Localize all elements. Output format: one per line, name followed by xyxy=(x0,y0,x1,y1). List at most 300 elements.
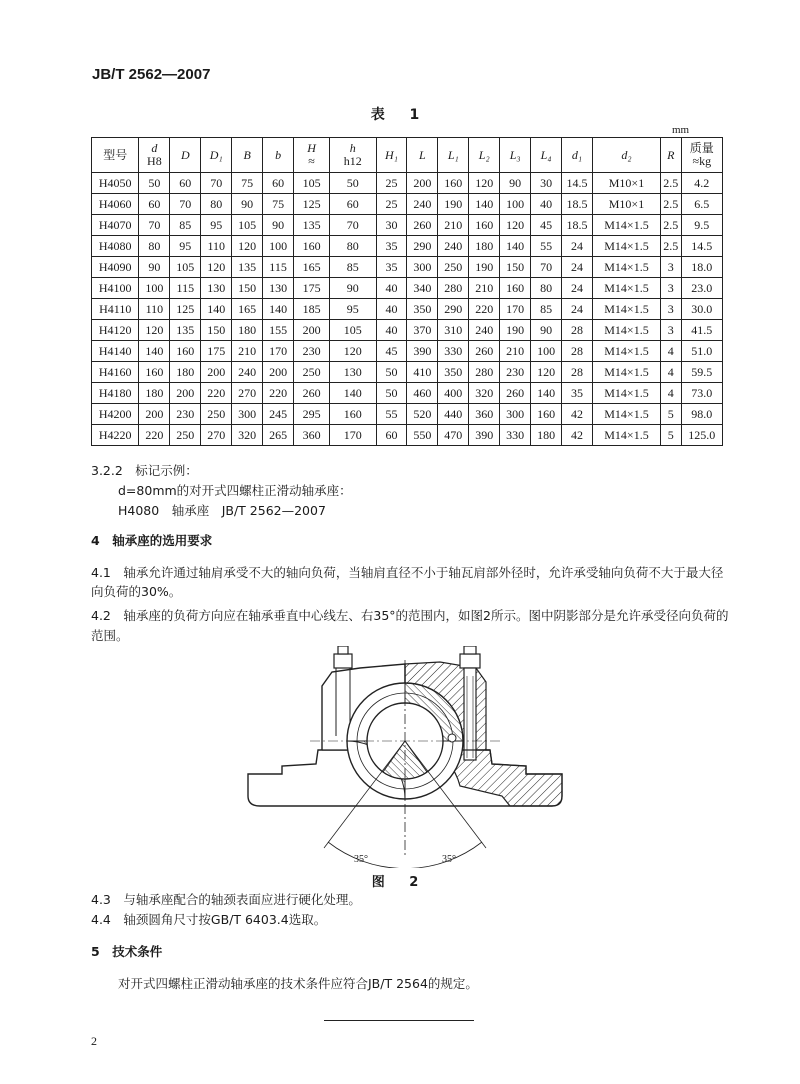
table-cell: 100 xyxy=(139,278,170,299)
table-cell: 30 xyxy=(531,173,562,194)
table-cell: 270 xyxy=(201,425,232,446)
table-cell: 25 xyxy=(376,173,407,194)
table-cell: 140 xyxy=(330,383,376,404)
page-number: 2 xyxy=(91,1034,97,1048)
table-cell: 85 xyxy=(170,215,201,236)
table-cell: 210 xyxy=(438,215,469,236)
table-cell: 24 xyxy=(562,278,593,299)
table-row xyxy=(92,278,723,299)
table-cell: 41.5 xyxy=(681,320,722,341)
table-cell: 98.0 xyxy=(681,404,722,425)
table-unit: mm xyxy=(672,124,690,136)
table-cell: 2.5 xyxy=(661,173,682,194)
table-cell: 105 xyxy=(170,257,201,278)
table-cell: 75 xyxy=(232,173,263,194)
table-cell: 4 xyxy=(661,341,682,362)
table-cell: 120 xyxy=(500,215,531,236)
table-cell: 120 xyxy=(201,257,232,278)
table-cell: 70 xyxy=(201,173,232,194)
table-cell: 240 xyxy=(469,320,500,341)
column-header xyxy=(294,138,330,173)
table-cell: 520 xyxy=(407,404,438,425)
column-header xyxy=(661,138,682,173)
table-cell: 6.5 xyxy=(681,194,722,215)
model-cell: H4090 xyxy=(92,257,139,278)
table-cell: 90 xyxy=(531,320,562,341)
table-cell: 28 xyxy=(562,341,593,362)
table-cell: 300 xyxy=(232,404,263,425)
table-cell: 200 xyxy=(201,362,232,383)
marking-example-line1: d=80mm的对开式四螺柱正滑动轴承座： xyxy=(118,483,352,498)
table-cell: 100 xyxy=(263,236,294,257)
column-header-main: d xyxy=(151,141,158,155)
table-cell: 250 xyxy=(201,404,232,425)
table-cell: 80 xyxy=(531,278,562,299)
column-header xyxy=(438,138,469,173)
table-cell: 400 xyxy=(438,383,469,404)
table-cell: M14×1.5 xyxy=(592,299,660,320)
table-cell: 170 xyxy=(500,299,531,320)
table-cell: 55 xyxy=(531,236,562,257)
table-cell: 24 xyxy=(562,299,593,320)
model-cell: H4160 xyxy=(92,362,139,383)
table-cell: 160 xyxy=(531,404,562,425)
table-cell: 135 xyxy=(294,215,330,236)
column-header xyxy=(376,138,407,173)
table-title: 表 1 xyxy=(370,107,430,123)
column-header-main: b xyxy=(275,147,282,162)
table-row xyxy=(92,215,723,236)
table-cell: 95 xyxy=(170,236,201,257)
column-header-main: L₃ xyxy=(509,147,521,162)
figure-2-caption: 图 2 xyxy=(371,875,429,890)
table-cell: 330 xyxy=(500,425,531,446)
table-row xyxy=(92,299,723,320)
clause-4-4: 4.4 轴颈圆角尺寸按GB/T 6403.4选取。 xyxy=(91,912,327,927)
table-cell: 5 xyxy=(661,404,682,425)
table-cell: M14×1.5 xyxy=(592,425,660,446)
table-cell: 175 xyxy=(294,278,330,299)
table-cell: 295 xyxy=(294,404,330,425)
table-cell: 230 xyxy=(170,404,201,425)
table-cell: 125.0 xyxy=(681,425,722,446)
section-5-heading: 5 技术条件 xyxy=(91,944,163,959)
table-cell: 240 xyxy=(232,362,263,383)
table-cell: 230 xyxy=(500,362,531,383)
column-header xyxy=(531,138,562,173)
table-cell: 60 xyxy=(170,173,201,194)
table-cell: 40 xyxy=(531,194,562,215)
table-cell: 45 xyxy=(376,341,407,362)
column-header-main: h xyxy=(349,141,356,155)
column-header xyxy=(330,138,376,173)
table-cell: 2.5 xyxy=(661,236,682,257)
table-cell: 50 xyxy=(376,362,407,383)
table-cell: 45 xyxy=(531,215,562,236)
table-cell: 180 xyxy=(139,383,170,404)
column-header-main: d₂ xyxy=(621,147,632,162)
table-cell: 350 xyxy=(438,362,469,383)
table-cell: 105 xyxy=(330,320,376,341)
table-cell: 125 xyxy=(294,194,330,215)
table-cell: 80 xyxy=(330,236,376,257)
table-cell: 350 xyxy=(407,299,438,320)
table-cell: 14.5 xyxy=(562,173,593,194)
column-header xyxy=(407,138,438,173)
column-header-main: R xyxy=(667,147,675,162)
table-cell: M14×1.5 xyxy=(592,236,660,257)
table-row xyxy=(92,236,723,257)
table-cell: 73.0 xyxy=(681,383,722,404)
column-header-sub: ≈ xyxy=(308,154,315,168)
table-cell: 390 xyxy=(469,425,500,446)
table-cell: 160 xyxy=(170,341,201,362)
table-cell: 4 xyxy=(661,362,682,383)
table-cell: 210 xyxy=(232,341,263,362)
table-cell: 290 xyxy=(407,236,438,257)
model-cell: H4050 xyxy=(92,173,139,194)
dimension-table xyxy=(91,137,723,446)
table-cell: 360 xyxy=(294,425,330,446)
column-header-main: L₂ xyxy=(478,147,490,162)
model-cell: H4140 xyxy=(92,341,139,362)
table-cell: 110 xyxy=(201,236,232,257)
table-cell: 200 xyxy=(170,383,201,404)
table-cell: 150 xyxy=(201,320,232,341)
table-cell: 70 xyxy=(531,257,562,278)
table-cell: 160 xyxy=(139,362,170,383)
table-cell: 370 xyxy=(407,320,438,341)
table-cell: 115 xyxy=(263,257,294,278)
standard-number-header: JB/T 2562—2007 xyxy=(92,66,211,83)
column-header-main: 型号 xyxy=(103,147,128,162)
table-cell: 35 xyxy=(562,383,593,404)
table-row xyxy=(92,362,723,383)
table-cell: M14×1.5 xyxy=(592,257,660,278)
table-cell: 260 xyxy=(294,383,330,404)
table-cell: 160 xyxy=(469,215,500,236)
model-cell: H4060 xyxy=(92,194,139,215)
column-header-main: L xyxy=(419,147,426,162)
column-header xyxy=(469,138,500,173)
table-cell: 90 xyxy=(330,278,376,299)
column-header xyxy=(232,138,263,173)
column-header xyxy=(92,138,139,173)
table-cell: 23.0 xyxy=(681,278,722,299)
table-row xyxy=(92,257,723,278)
table-cell: M10×1 xyxy=(592,194,660,215)
table-cell: 40 xyxy=(376,278,407,299)
table-cell: 200 xyxy=(263,362,294,383)
table-cell: 50 xyxy=(139,173,170,194)
table-cell: M14×1.5 xyxy=(592,383,660,404)
table-cell: 25 xyxy=(376,194,407,215)
table-cell: 140 xyxy=(469,194,500,215)
table-cell: 18.5 xyxy=(562,215,593,236)
table-cell: 340 xyxy=(407,278,438,299)
table-cell: 160 xyxy=(330,404,376,425)
table-cell: 85 xyxy=(330,257,376,278)
table-cell: 165 xyxy=(294,257,330,278)
table-cell: 4 xyxy=(661,383,682,404)
table-row xyxy=(92,320,723,341)
table-cell: 28 xyxy=(562,362,593,383)
table-cell: M10×1 xyxy=(592,173,660,194)
table-row xyxy=(92,194,723,215)
table-cell: 3 xyxy=(661,299,682,320)
model-cell: H4180 xyxy=(92,383,139,404)
column-header-main: D xyxy=(180,147,190,162)
table-cell: 130 xyxy=(330,362,376,383)
table-cell: 290 xyxy=(438,299,469,320)
column-header-main: L₁ xyxy=(447,147,459,162)
table-cell: 105 xyxy=(232,215,263,236)
table-cell: 245 xyxy=(263,404,294,425)
table-cell: 170 xyxy=(263,341,294,362)
table-cell: 90 xyxy=(263,215,294,236)
table-cell: 200 xyxy=(294,320,330,341)
table-cell: 440 xyxy=(438,404,469,425)
table-cell: 140 xyxy=(263,299,294,320)
table-cell: 190 xyxy=(469,257,500,278)
table-cell: 51.0 xyxy=(681,341,722,362)
table-cell: 250 xyxy=(294,362,330,383)
table-cell: 50 xyxy=(376,383,407,404)
table-cell: 150 xyxy=(500,257,531,278)
table-cell: 280 xyxy=(469,362,500,383)
table-cell: 90 xyxy=(232,194,263,215)
table-cell: 140 xyxy=(500,236,531,257)
table-cell: 70 xyxy=(139,215,170,236)
column-header-main: L₄ xyxy=(540,147,552,162)
angle-label-right: 35° xyxy=(442,854,456,865)
table-cell: M14×1.5 xyxy=(592,278,660,299)
table-cell: 130 xyxy=(201,278,232,299)
clause-4-3: 4.3 与轴承座配合的轴颈表面应进行硬化处理。 xyxy=(91,892,361,907)
table-cell: 200 xyxy=(407,173,438,194)
table-cell: 85 xyxy=(531,299,562,320)
table-cell: 59.5 xyxy=(681,362,722,383)
table-cell: 70 xyxy=(170,194,201,215)
table-cell: 95 xyxy=(201,215,232,236)
column-header-main: H₁ xyxy=(385,147,398,162)
table-cell: 240 xyxy=(438,236,469,257)
model-cell: H4110 xyxy=(92,299,139,320)
table-cell: 2.5 xyxy=(661,215,682,236)
table-row xyxy=(92,425,723,446)
table-cell: 220 xyxy=(201,383,232,404)
table-cell: 210 xyxy=(469,278,500,299)
table-cell: 120 xyxy=(232,236,263,257)
table-cell: 170 xyxy=(330,425,376,446)
table-cell: 270 xyxy=(232,383,263,404)
table-cell: 18.5 xyxy=(562,194,593,215)
table-cell: 150 xyxy=(232,278,263,299)
table-cell: M14×1.5 xyxy=(592,404,660,425)
model-cell: H4220 xyxy=(92,425,139,446)
table-cell: M14×1.5 xyxy=(592,215,660,236)
table-cell: 90 xyxy=(500,173,531,194)
table-header-row xyxy=(92,138,723,173)
table-cell: 95 xyxy=(330,299,376,320)
table-cell: 550 xyxy=(407,425,438,446)
table-cell: 70 xyxy=(330,215,376,236)
table-cell: 165 xyxy=(232,299,263,320)
table-cell: 60 xyxy=(139,194,170,215)
table-cell: 330 xyxy=(438,341,469,362)
table-cell: 5 xyxy=(661,425,682,446)
table-cell: 28 xyxy=(562,320,593,341)
table-cell: 160 xyxy=(500,278,531,299)
table-cell: 125 xyxy=(170,299,201,320)
table-cell: 250 xyxy=(170,425,201,446)
table-cell: 410 xyxy=(407,362,438,383)
model-cell: H4120 xyxy=(92,320,139,341)
table-cell: 24 xyxy=(562,236,593,257)
table-cell: 40 xyxy=(376,320,407,341)
table-cell: 3 xyxy=(661,320,682,341)
table-cell: 200 xyxy=(139,404,170,425)
table-cell: 140 xyxy=(531,383,562,404)
table-cell: 90 xyxy=(139,257,170,278)
table-cell: 50 xyxy=(330,173,376,194)
table-row xyxy=(92,173,723,194)
clause-3-2-2-heading: 3.2.2 标记示例： xyxy=(91,463,198,478)
table-cell: 18.0 xyxy=(681,257,722,278)
table-cell: 300 xyxy=(500,404,531,425)
table-cell: 155 xyxy=(263,320,294,341)
column-header-main: d₁ xyxy=(571,147,583,162)
table-cell: 320 xyxy=(469,383,500,404)
table-cell: 60 xyxy=(263,173,294,194)
table-cell: 120 xyxy=(531,362,562,383)
table-cell: 135 xyxy=(170,320,201,341)
table-cell: 160 xyxy=(294,236,330,257)
clause-4-1: 4.1 轴承允许通过轴肩承受不大的轴向负荷，当轴肩直径不小于轴瓦肩部外径时，允许承受轴向负荷不大于最大径向负荷的30%。 xyxy=(91,565,724,599)
table-cell: 160 xyxy=(438,173,469,194)
table-cell: 190 xyxy=(500,320,531,341)
table-cell: 120 xyxy=(469,173,500,194)
table-cell: 35 xyxy=(376,236,407,257)
table-cell: 190 xyxy=(438,194,469,215)
table-cell: 240 xyxy=(407,194,438,215)
table-cell: 115 xyxy=(170,278,201,299)
column-header xyxy=(170,138,201,173)
table-cell: 470 xyxy=(438,425,469,446)
table-cell: 30 xyxy=(376,215,407,236)
table-cell: 3 xyxy=(661,257,682,278)
table-cell: 14.5 xyxy=(681,236,722,257)
column-header xyxy=(201,138,232,173)
table-cell: 4.2 xyxy=(681,173,722,194)
column-header-main: H xyxy=(307,141,316,155)
table-cell: 280 xyxy=(438,278,469,299)
table-cell: 100 xyxy=(500,194,531,215)
table-row xyxy=(92,341,723,362)
table-cell: 24 xyxy=(562,257,593,278)
table-cell: 140 xyxy=(139,341,170,362)
table-cell: M14×1.5 xyxy=(592,320,660,341)
table-cell: 110 xyxy=(139,299,170,320)
table-row xyxy=(92,383,723,404)
table-cell: 265 xyxy=(263,425,294,446)
table-cell: 180 xyxy=(469,236,500,257)
model-cell: H4200 xyxy=(92,404,139,425)
table-cell: 460 xyxy=(407,383,438,404)
table-cell: 260 xyxy=(500,383,531,404)
table-cell: 260 xyxy=(469,341,500,362)
table-cell: 220 xyxy=(263,383,294,404)
column-header-sub: h12 xyxy=(343,154,362,168)
table-cell: 80 xyxy=(201,194,232,215)
table-cell: 180 xyxy=(232,320,263,341)
table-cell: M14×1.5 xyxy=(592,362,660,383)
table-cell: 185 xyxy=(294,299,330,320)
table-cell: 60 xyxy=(330,194,376,215)
model-cell: H4070 xyxy=(92,215,139,236)
column-header-sub: H8 xyxy=(147,154,162,168)
table-row xyxy=(92,404,723,425)
column-header xyxy=(562,138,593,173)
table-cell: 100 xyxy=(531,341,562,362)
table-cell: 55 xyxy=(376,404,407,425)
table-cell: 320 xyxy=(232,425,263,446)
table-cell: 9.5 xyxy=(681,215,722,236)
table-cell: 120 xyxy=(139,320,170,341)
clause-4-2: 4.2 轴承座的负荷方向应在轴承垂直中心线左、右35°的范围内，如图2所示。图中阴影部分是允许承受径向负荷的范围。 xyxy=(91,608,729,643)
column-header xyxy=(681,138,722,173)
table-cell: 105 xyxy=(294,173,330,194)
table-cell: 310 xyxy=(438,320,469,341)
table-cell: 220 xyxy=(469,299,500,320)
figure-2-bearing-drawing xyxy=(240,646,570,872)
column-header xyxy=(500,138,531,173)
table-cell: 40 xyxy=(376,299,407,320)
table-cell: 135 xyxy=(232,257,263,278)
table-cell: 230 xyxy=(294,341,330,362)
table-cell: 2.5 xyxy=(661,194,682,215)
table-cell: 42 xyxy=(562,425,593,446)
table-cell: 360 xyxy=(469,404,500,425)
table-cell: 300 xyxy=(407,257,438,278)
table-cell: M14×1.5 xyxy=(592,341,660,362)
model-cell: H4100 xyxy=(92,278,139,299)
marking-example-line2: H4080 轴承座 JB/T 2562—2007 xyxy=(118,503,326,518)
end-rule xyxy=(324,1020,474,1021)
table-cell: 180 xyxy=(170,362,201,383)
table-cell: 35 xyxy=(376,257,407,278)
column-header-main: 质量 xyxy=(689,141,714,155)
angle-label-left: 35° xyxy=(354,854,368,865)
table-cell: 42 xyxy=(562,404,593,425)
table-cell: 130 xyxy=(263,278,294,299)
column-header-main: D₁ xyxy=(209,147,223,162)
table-cell: 250 xyxy=(438,257,469,278)
table-cell: 390 xyxy=(407,341,438,362)
column-header-main: B xyxy=(243,147,251,162)
section-4-heading: 4 轴承座的选用要求 xyxy=(91,533,213,548)
table-cell: 140 xyxy=(201,299,232,320)
table-cell: 75 xyxy=(263,194,294,215)
column-header xyxy=(263,138,294,173)
table-cell: 210 xyxy=(500,341,531,362)
table-cell: 175 xyxy=(201,341,232,362)
table-cell: 260 xyxy=(407,215,438,236)
column-header xyxy=(139,138,170,173)
column-header xyxy=(592,138,660,173)
table-cell: 120 xyxy=(330,341,376,362)
table-cell: 60 xyxy=(376,425,407,446)
